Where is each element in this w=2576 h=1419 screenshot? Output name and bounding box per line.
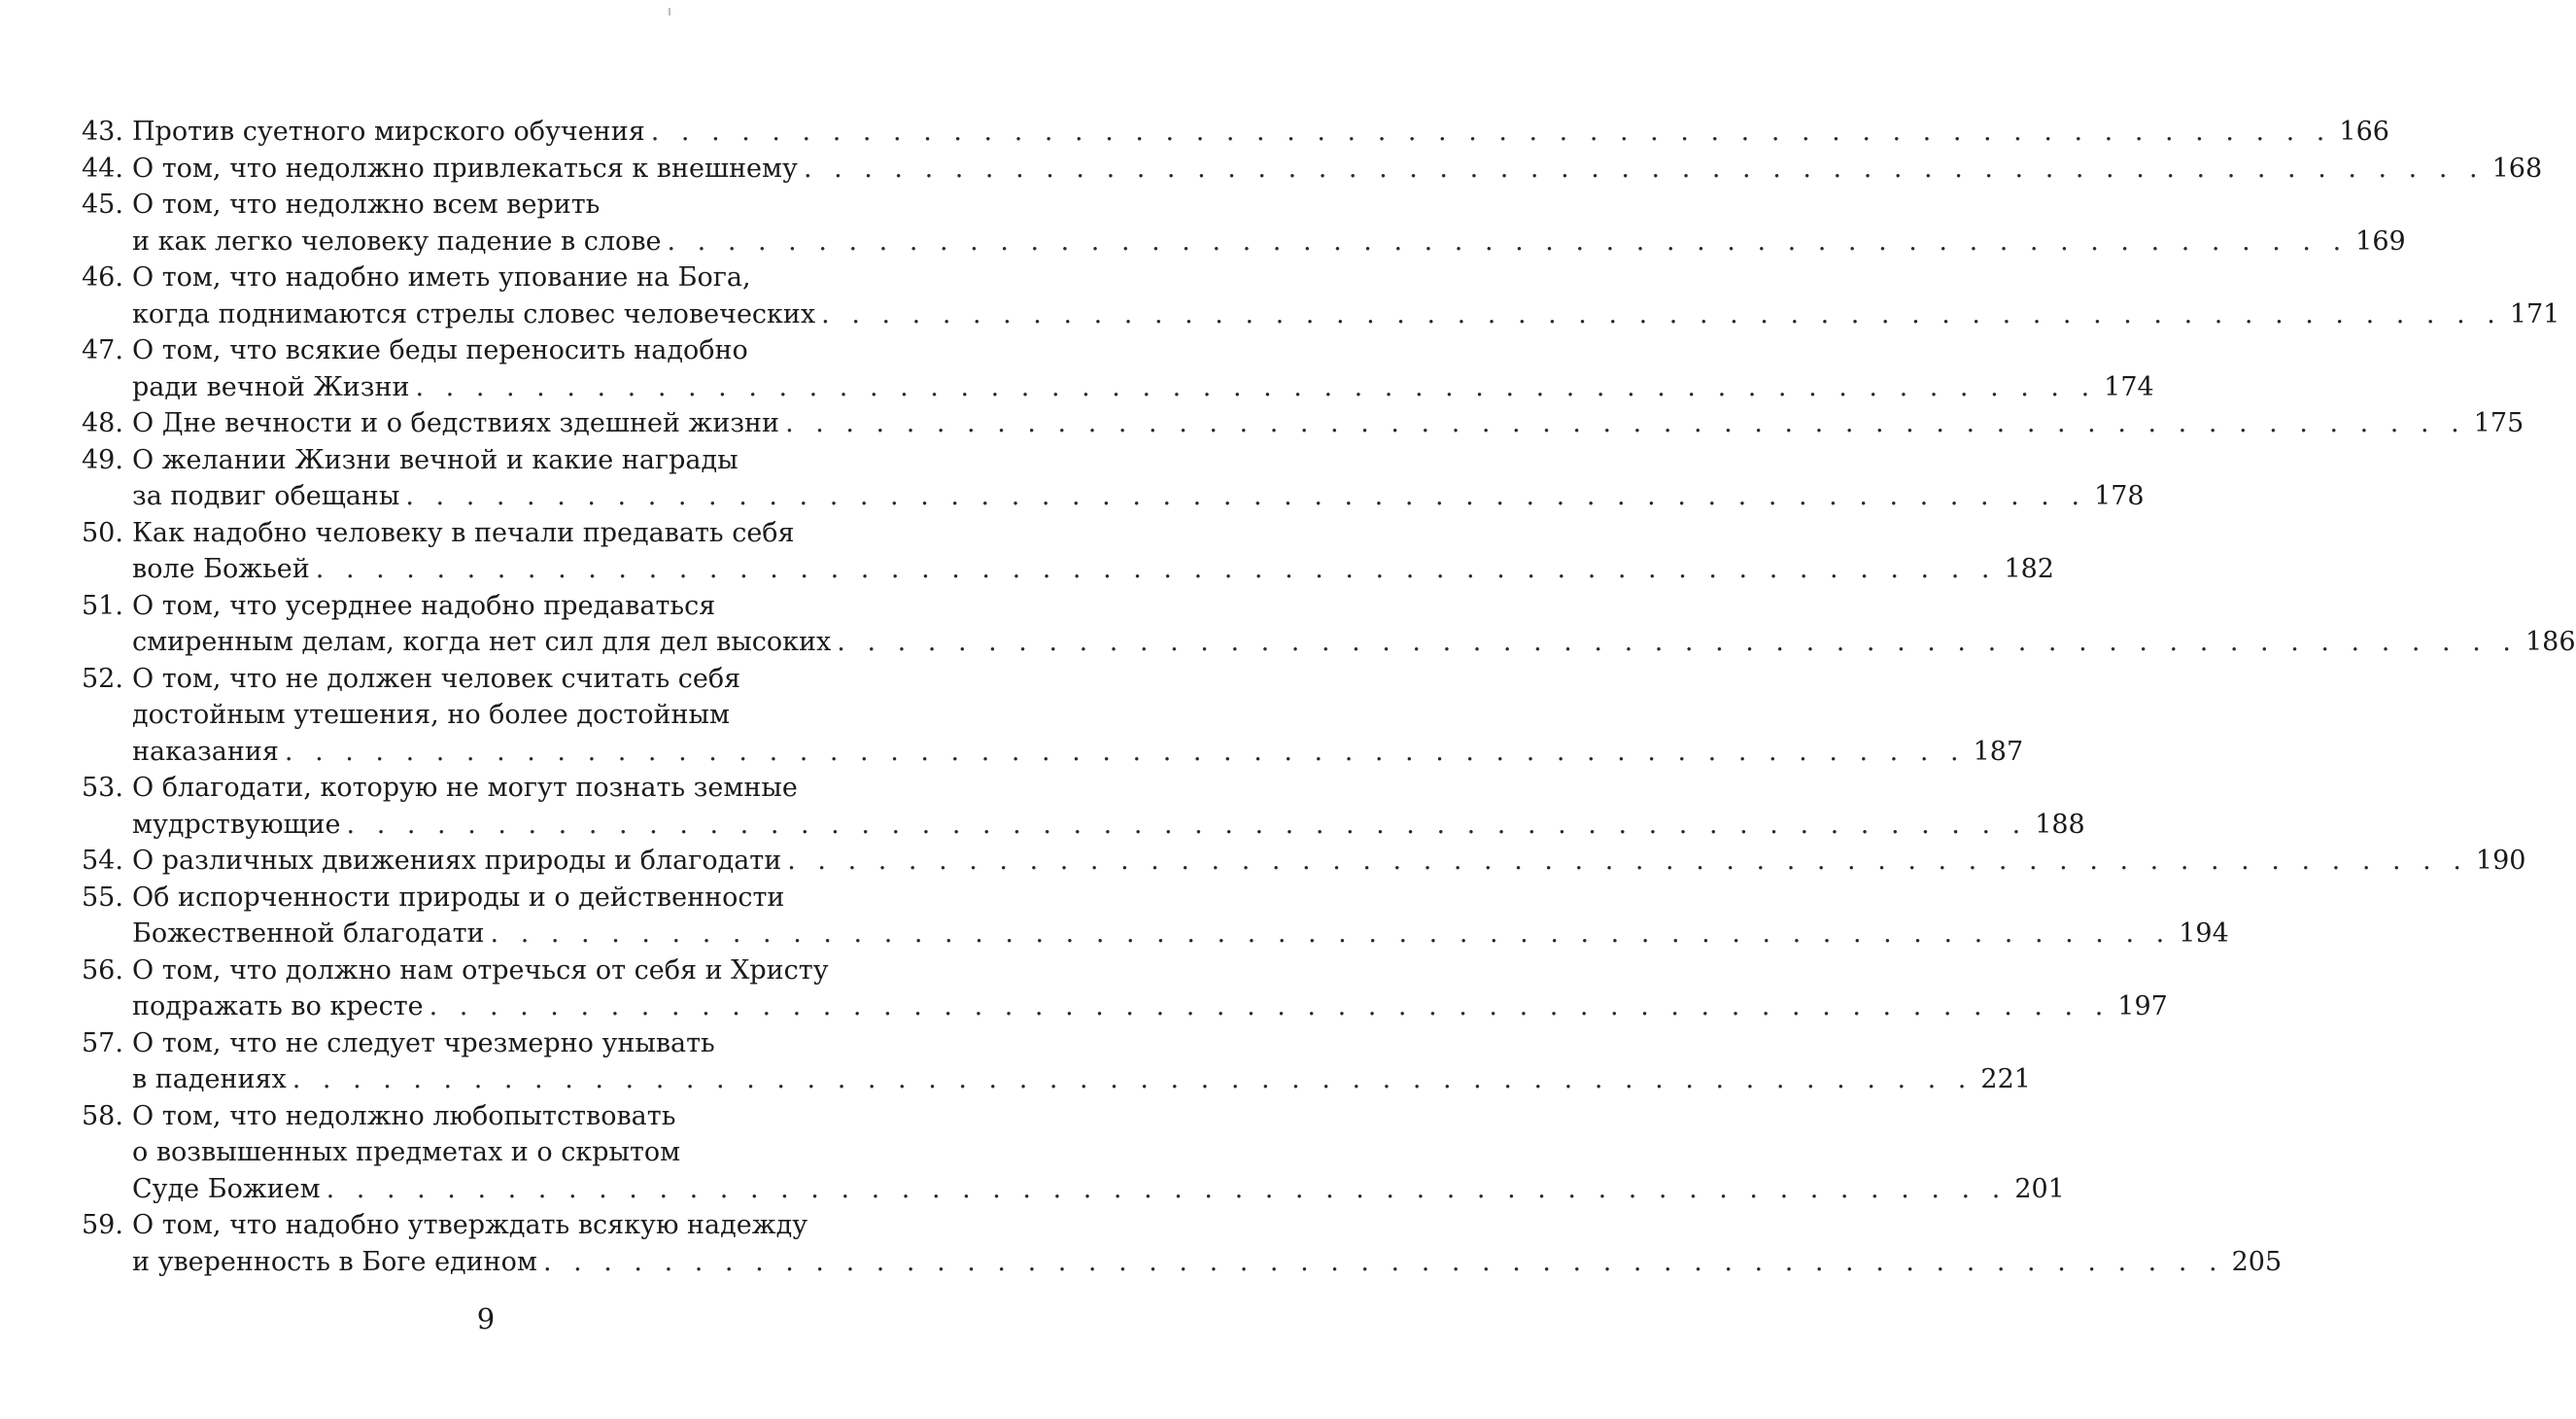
toc-entry-title <box>132 1098 2065 1208</box>
toc-entry-final-line <box>132 843 2526 880</box>
toc-entry-title-line: О том, что усерднее надобно предаваться <box>132 590 716 621</box>
dot-leader: . . . . . . . . . . . . . . . . . . . . . . . . . . . . . . . . . . . . . . . . . . . . . . . . . . . . . . . . <box>667 225 2349 257</box>
toc-entry <box>82 114 2389 151</box>
toc-entry-number: 51. <box>82 590 123 621</box>
dot-leader: . . . . . . . . . . . . . . . . . . . . . . . . . . . . . . . . . . . . . . . . . . . . . . . . . . . . . . . . <box>284 736 1966 767</box>
toc-entry-number: 48. <box>82 408 123 438</box>
toc-entry-number: 44. <box>82 153 123 184</box>
toc-entry-final-line <box>132 1171 2065 1208</box>
toc-entry-number: 54. <box>82 846 123 876</box>
toc-entry <box>82 770 2085 843</box>
toc-entry-title-line: О том, что недолжно любопытствовать <box>132 1100 676 1131</box>
toc-entry-final-line <box>132 916 2229 952</box>
toc-entry-title-line: О том, что надобно утверждать всякую надежду <box>132 1210 808 1240</box>
toc-entry-final-line <box>132 988 2168 1025</box>
toc-entry-final-line <box>132 114 2389 151</box>
dot-leader: . . . . . . . . . . . . . . . . . . . . . . . . . . . . . . . . . . . . . . . . . . . . . . . . . . . . . . . . <box>405 481 2087 511</box>
toc-entry-title-line: О благодати, которую не могут познать земные <box>132 773 798 803</box>
toc-entry <box>82 332 2154 405</box>
toc-entry <box>82 442 2145 515</box>
toc-entry-title <box>132 114 2389 151</box>
toc-entry <box>82 515 2054 588</box>
toc-entry-page: 175 <box>2473 408 2524 438</box>
toc-entry <box>82 1098 2065 1208</box>
toc-entry-number: 55. <box>82 882 123 913</box>
print-speck <box>669 8 670 16</box>
toc-entry-title-line: когда поднимаются стрелы словес человеческих <box>132 298 816 329</box>
toc-entry-number: 53. <box>82 773 123 803</box>
dot-leader: . . . . . . . . . . . . . . . . . . . . . . . . . . . . . . . . . . . . . . . . . . . . . . . . . . . . . . . . <box>787 846 2468 876</box>
toc-entry-title <box>132 151 2543 188</box>
toc-entry-final-line <box>132 296 2560 333</box>
toc-entry-title-line: и как легко человеку падение в слове <box>132 225 662 257</box>
dot-leader: . . . . . . . . . . . . . . . . . . . . . . . . . . . . . . . . . . . . . . . . . . . . . . . . . . . . . . . . <box>803 153 2485 184</box>
dot-leader: . . . . . . . . . . . . . . . . . . . . . . . . . . . . . . . . . . . . . . . . . . . . . . . . . . . . . . . . <box>785 408 2466 438</box>
dot-leader: . . . . . . . . . . . . . . . . . . . . . . . . . . . . . . . . . . . . . . . . . . . . . . . . . . . . . . . . <box>542 1246 2224 1277</box>
toc-entry-page: 221 <box>1980 1064 2031 1094</box>
toc-entry <box>82 187 2406 260</box>
toc-entry-title <box>132 588 2576 661</box>
toc-entry-title-line: мудрствующие <box>132 809 341 840</box>
toc-entry-title-line: и уверенность в Боге едином <box>132 1246 537 1277</box>
toc-entry-title <box>132 1207 2283 1280</box>
dot-leader: . . . . . . . . . . . . . . . . . . . . . . . . . . . . . . . . . . . . . . . . . . . . . . . . . . . . . . . . <box>821 298 2502 329</box>
toc-entry <box>82 405 2524 442</box>
toc-entry-page: 186 <box>2524 627 2576 657</box>
toc-entry-title-line: достойным утешения, но более достойным <box>132 700 731 730</box>
toc-entry <box>82 151 2543 188</box>
toc-entry-title <box>132 661 2024 771</box>
toc-entry-final-line <box>132 405 2524 442</box>
toc-entry-page: 190 <box>2475 846 2526 876</box>
toc-entry-title-line: ради вечной Жизни <box>132 371 410 402</box>
toc-entry-title <box>132 1025 2031 1098</box>
toc-entry-title-line: О том, что не должен человек считать себя <box>132 663 741 694</box>
dot-leader: . . . . . . . . . . . . . . . . . . . . . . . . . . . . . . . . . . . . . . . . . . . . . . . . . . . . . . . . <box>315 554 1997 584</box>
toc-entry-final-line <box>132 551 2054 588</box>
toc-entry-final-line <box>132 151 2543 188</box>
toc-entry-page: 174 <box>2104 371 2154 402</box>
toc-entry-title-line: О том, что надобно иметь упование на Бога, <box>132 262 751 293</box>
toc-entry-title-line: воле Божьей <box>132 554 310 584</box>
toc-entry-page: 188 <box>2035 809 2085 840</box>
toc-entry-page: 171 <box>2509 298 2560 329</box>
toc-entry-title <box>132 952 2168 1025</box>
toc-entry-page: 169 <box>2355 225 2406 257</box>
toc-entry-page: 178 <box>2094 481 2145 511</box>
toc-entry-title-line: О том, что всякие беды переносить надобно <box>132 335 748 365</box>
toc-entry-title-line: О различных движениях природы и благодати <box>132 846 782 876</box>
table-of-contents <box>82 114 2576 1280</box>
toc-entry-page: 168 <box>2491 153 2543 184</box>
toc-entry-number: 57. <box>82 1027 123 1058</box>
toc-entry-title <box>132 187 2406 260</box>
toc-entry-number: 50. <box>82 517 123 548</box>
toc-entry-title <box>132 442 2145 515</box>
dot-leader: . . . . . . . . . . . . . . . . . . . . . . . . . . . . . . . . . . . . . . . . . . . . . . . . . . . . . . . . <box>415 371 2097 402</box>
toc-entry-final-line <box>132 807 2085 844</box>
toc-entry-title-line: Против суетного мирского обучения <box>132 117 645 147</box>
toc-entry-title-line: за подвиг обещаны <box>132 481 400 511</box>
toc-entry-number: 47. <box>82 335 123 365</box>
toc-entry-title-line: о возвышенных предметах и о скрытом <box>132 1137 681 1167</box>
toc-entry-page: 187 <box>1973 736 2024 767</box>
toc-entry-title-line: О том, что не следует чрезмерно унывать <box>132 1027 715 1058</box>
toc-entry-number: 45. <box>82 190 123 220</box>
toc-entry-title-line: Суде Божием <box>132 1173 321 1204</box>
toc-entry-title <box>132 332 2154 405</box>
toc-entry-final-line <box>132 224 2406 260</box>
dot-leader: . . . . . . . . . . . . . . . . . . . . . . . . . . . . . . . . . . . . . . . . . . . . . . . . . . . . . . . . <box>326 1173 2008 1204</box>
toc-entry-title-line: О том, что недолжно всем верить <box>132 190 601 220</box>
toc-entry <box>82 588 2576 661</box>
toc-entry <box>82 1207 2283 1280</box>
toc-entry-number: 49. <box>82 444 123 475</box>
toc-entry-page: 197 <box>2117 991 2168 1021</box>
toc-entry-page: 205 <box>2231 1246 2283 1277</box>
toc-entry-number: 46. <box>82 262 123 293</box>
dot-leader: . . . . . . . . . . . . . . . . . . . . . . . . . . . . . . . . . . . . . . . . . . . . . . . . . . . . . . . . <box>490 918 2172 949</box>
toc-entry-title <box>132 515 2054 588</box>
toc-entry-page: 182 <box>2004 554 2054 584</box>
dot-leader: . . . . . . . . . . . . . . . . . . . . . . . . . . . . . . . . . . . . . . . . . . . . . . . . . . . . . . . . <box>650 117 2332 147</box>
toc-entry-title-line: Об испорченности природы и о действенности <box>132 882 785 913</box>
toc-entry-number: 59. <box>82 1210 123 1240</box>
toc-entry-page: 194 <box>2179 918 2229 949</box>
toc-entry <box>82 1025 2031 1098</box>
toc-entry-final-line <box>132 369 2154 406</box>
toc-entry-final-line <box>132 478 2145 515</box>
toc-entry-title <box>132 843 2526 880</box>
toc-entry <box>82 260 2560 332</box>
toc-entry-title-line: наказания <box>132 736 279 767</box>
toc-entry-final-line <box>132 734 2024 771</box>
toc-entry-number: 52. <box>82 663 123 694</box>
toc-entry-number: 43. <box>82 117 123 147</box>
toc-entry-title-line: в падениях <box>132 1064 287 1094</box>
dot-leader: . . . . . . . . . . . . . . . . . . . . . . . . . . . . . . . . . . . . . . . . . . . . . . . . . . . . . . . . <box>292 1064 1974 1094</box>
toc-entry-title <box>132 770 2085 843</box>
toc-entry-title-line: О желании Жизни вечной и какие награды <box>132 444 738 475</box>
toc-entry <box>82 843 2526 880</box>
toc-entry-title-line: Как надобно человеку в печали предавать себя <box>132 517 795 548</box>
toc-entry <box>82 661 2024 771</box>
toc-entry-final-line <box>132 1061 2031 1098</box>
dot-leader: . . . . . . . . . . . . . . . . . . . . . . . . . . . . . . . . . . . . . . . . . . . . . . . . . . . . . . . . <box>346 809 2028 840</box>
toc-entry-title-line: Божественной благодати <box>132 918 485 949</box>
toc-entry-title-line: О том, что должно нам отречься от себя и Христу <box>132 954 829 986</box>
dot-leader: . . . . . . . . . . . . . . . . . . . . . . . . . . . . . . . . . . . . . . . . . . . . . . . . . . . . . . . . <box>837 627 2518 657</box>
page-number: 9 <box>476 1302 496 1335</box>
toc-entry-page: 201 <box>2014 1173 2065 1204</box>
toc-entry-number: 56. <box>82 954 123 986</box>
toc-entry-page: 166 <box>2339 117 2389 147</box>
dot-leader: . . . . . . . . . . . . . . . . . . . . . . . . . . . . . . . . . . . . . . . . . . . . . . . . . . . . . . . . <box>429 991 2111 1021</box>
toc-entry-title <box>132 260 2560 332</box>
toc-entry-title-line: смиренным делам, когда нет сил для дел высоких <box>132 627 832 657</box>
toc-entry-number: 58. <box>82 1100 123 1131</box>
toc-entry <box>82 952 2168 1025</box>
toc-entry-title <box>132 405 2524 442</box>
toc-entry-title <box>132 880 2229 952</box>
toc-entry-title-line: подражать во кресте <box>132 991 424 1021</box>
toc-entry-final-line <box>132 1244 2283 1281</box>
toc-entry-final-line <box>132 624 2576 661</box>
toc-entry <box>82 880 2229 952</box>
toc-entry-title-line: О том, что недолжно привлекаться к внешнему <box>132 153 798 184</box>
toc-entry-title-line: О Дне вечности и о бедствиях здешней жизни <box>132 408 780 438</box>
